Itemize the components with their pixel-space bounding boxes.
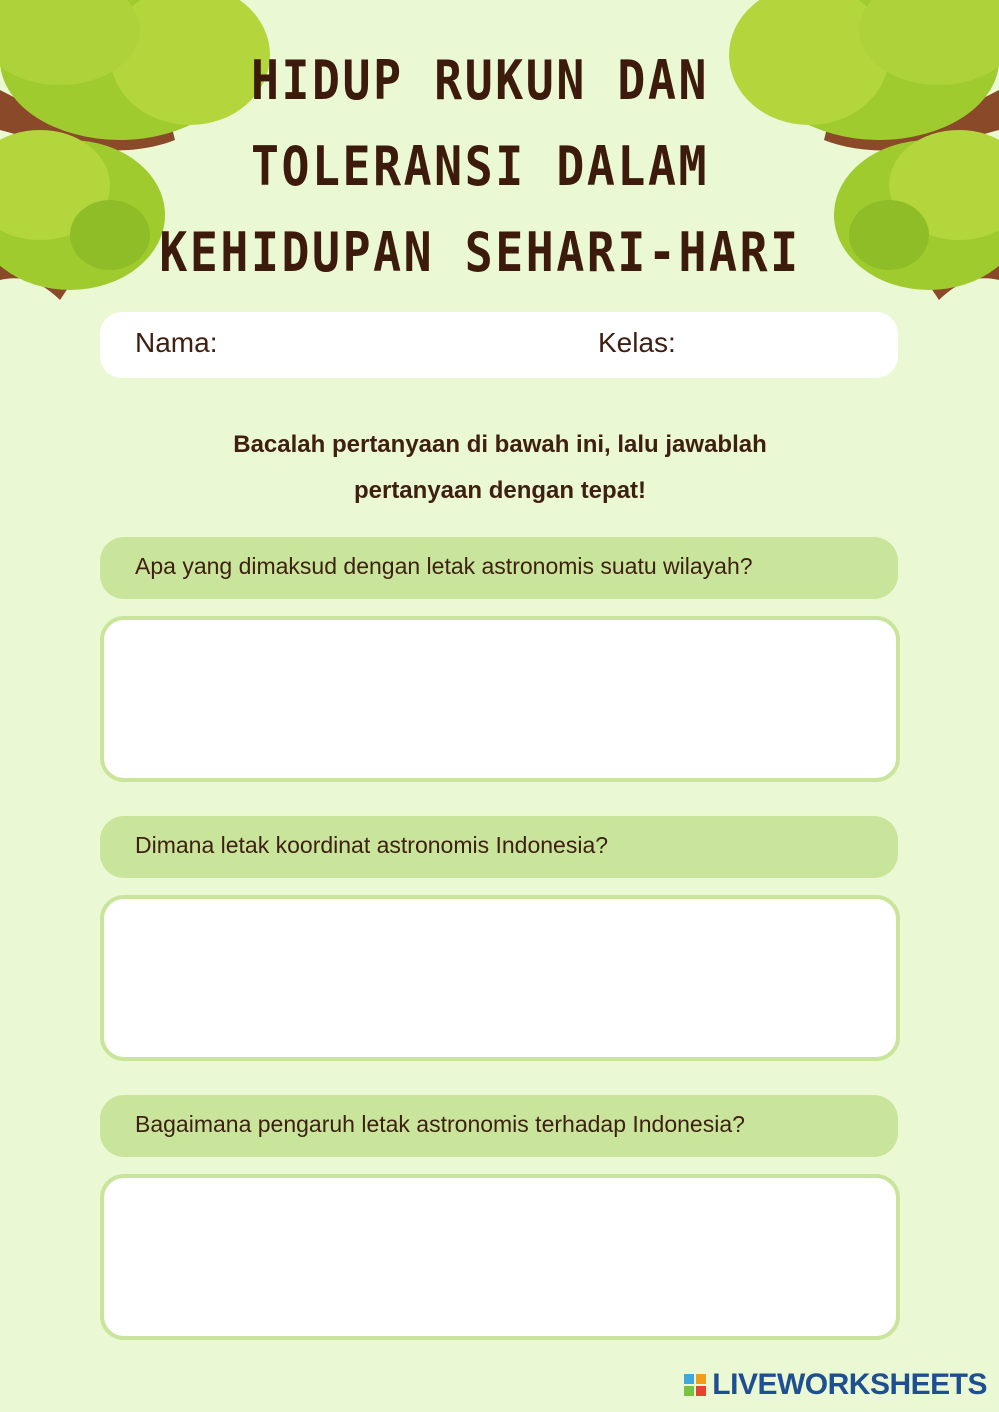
question-2 [100, 816, 898, 878]
question-3 [100, 1095, 898, 1157]
logo-grid-icon [684, 1374, 706, 1396]
liveworksheets-logo [684, 1368, 987, 1402]
answer-box-1[interactable] [100, 616, 900, 782]
answer-box-2[interactable] [100, 895, 900, 1061]
brand-name: LIVEWORKSHEETS [712, 1368, 987, 1401]
name-label: Nama: [135, 327, 218, 358]
instructions-line-1: Bacalah pertanyaan di bawah ini, lalu jawablah [233, 431, 767, 458]
title-line-1: HIDUP RUKUN DAN [250, 49, 710, 112]
question-1 [100, 537, 898, 599]
student-info-bar [100, 312, 898, 378]
title-line-3: KEHIDUPAN SEHARI-HARI [159, 221, 801, 284]
answer-box-3[interactable] [100, 1174, 900, 1340]
worksheet-title [153, 38, 807, 296]
instructions-line-2: pertanyaan dengan tepat! [353, 477, 647, 504]
question-2-text: Dimana letak koordinat astronomis Indonesia? [135, 832, 609, 858]
question-3-text: Bagaimana pengaruh letak astronomis terhadap Indonesia? [135, 1111, 745, 1137]
title-line-2: TOLERANSI DALAM [250, 135, 710, 198]
instructions [120, 422, 880, 514]
question-1-text: Apa yang dimaksud dengan letak astronomis suatu wilayah? [135, 553, 753, 579]
class-label: Kelas: [598, 327, 676, 358]
